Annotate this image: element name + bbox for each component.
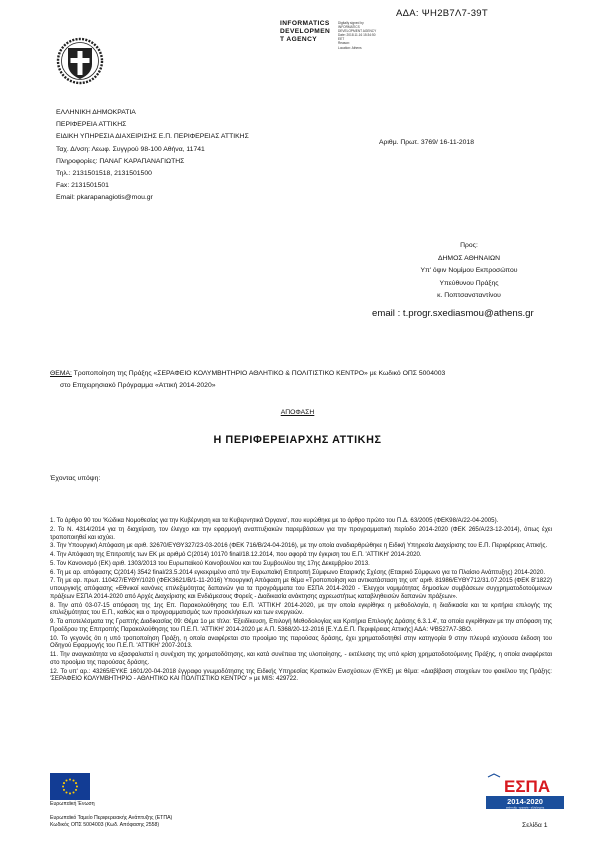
page-number: Σελίδα 1: [522, 822, 548, 829]
ada-code: ΑΔΑ: ΨΗ2Β7Λ7-39Τ: [396, 8, 488, 19]
having-in-mind: Έχοντας υπόψη:: [50, 475, 101, 482]
eu-flag-icon: [50, 773, 90, 800]
subject-label: ΘΕΜΑ:: [50, 370, 72, 377]
recipients-label: Προς:: [460, 242, 478, 249]
recipient-line: Υπ' όψιν Νομίμου Εκπροσώπου: [420, 267, 518, 275]
subject-block: [50, 368, 550, 392]
recipient-line: ΔΗΜΟΣ ΑΘΗΝΑΙΩΝ: [437, 254, 501, 262]
espa-logo-icon: [486, 773, 564, 809]
list-item: 2. Το Ν. 4314/2014 για τη διαχείριση, τον έλεγχο και την εφαρμογή αναπτυξιακών παρεμβάσεων για την προγραμματική περίοδο 2014-2020 (ΦΕΚ 265/Α/23-12-2014), όπως έχει τροποποιηθεί και ισχύει.: [50, 525, 552, 541]
sender-org-service: ΕΙΔΙΚΗ ΥΠΗΡΕΣΙΑ ΔΙΑΧΕΙΡΙΣΗΣ Ε.Π. ΠΕΡΙΦΕΡΕΙΑΣ ΑΤΤΙΚΗΣ: [56, 133, 249, 141]
list-item: 11. Την αναγκαιότητα να εξασφαλιστεί η συνέχιση της χρηματοδότησης, και κατά συνέπεια της υλοποίησης, - εκτέλεσης της υπό κρίση χρηματοδοτούμενης Πράξης, η οποία αναφέρεται στο προοίμιο της παρούσας δράσης.: [50, 651, 552, 666]
list-item: 1. Το άρθρο 90 του 'Κώδικα Νομοθεσίας για την Κυβέρνηση και τα Κυβερνητικά Όργανα', που κυρώθηκε με το άρθρο πρώτο του Π.Δ. 63/2005 (ΦΕΚ98/Α/22-04-2005).: [50, 517, 499, 524]
sender-phone: Τηλ.: 2131501518, 2131501500: [56, 170, 152, 178]
greek-emblem-icon: [55, 36, 105, 86]
subject-text: Τροποποίηση της Πράξης «ΣΕΡΑΦΕΙΟ ΚΟΛΥΜΒΗΤΗΡΙΟ ΑΘΛΗΤΙΚΟ & ΠΟΛΙΤΙΣΤΙΚΟ ΚΕΝΤΡΟ» με Κωδικό ΟΠΣ 5004003: [71, 370, 446, 377]
list-item: 10. Το γεγονός ότι η υπό τροποποίηση Πράξη, η οποία αναφέρεται στο προοίμιο της παρούσας δράσης, έχει χρηματοδοτηθεί στην κατηγορία 9 στην πλευρά ισχύουσα έκδοση του Οδηγού Εφαρμογής του Π.Ε.Π. 'ΑΤΤΙΚΗ' 2007-2013.: [50, 634, 552, 650]
list-item: 7. Τη με αρ. πρωτ. 110427/ΕΥΘΥ/1020 (ΦΕΚ3621/Β/1-11-2016) Υπουργική Απόφαση με θέμα «Τροποποίηση και αντικατάσταση της υπ' αριθ. 81986/ΕΥΘΥ712/31.07.2015 (ΦΕΚ Β'1822) υπουργικής απόφασης «Εθνικοί κανόνες επιλεξιμότητας δαπανών για τα προγράμματα του ΕΣΠΑ 2014-2020 - Έλεγχοι νομιμότητας δημοσίων συμβάσεων συγχρηματοδοτούμενων πράξεων ΕΣΠΑ 2014-2020 από Αρχές Διαχείρισης και Ενδιάμεσους Φορείς - Διαδικασία ανάκτησης αχρεωστήτως καταβληθεισών δαπανών πράξεων».: [50, 577, 552, 600]
signature-agency-name: INFORMATICS DEVELOPMEN T AGENCY: [280, 20, 331, 43]
digital-signature-details: Digitally signed by INFORMATICS DEVELOPMENT AGENCY Date: 2018.11.16 15:34:50 EET Reason: Location: Athens: [338, 21, 377, 50]
sender-address: Ταχ. Δ/νση: Λεωφ. Συγγρού 98-100 Αθήνα, 11741: [56, 145, 205, 153]
list-item: 5. Τον Κανονισμό (ΕΚ) αριθ. 1303/2013 του Ευρωπαϊκού Κοινοβουλίου και του Συμβουλίου της 17ης Δεκεμβρίου 2013.: [50, 559, 370, 567]
list-item: 4. Την Απόφαση της Επιτροπής των ΕΚ με αριθμό C(2014) 10170 final/18.12.2014, που αφορά την έγκριση του Ε.Π. 'ΑΤΤΙΚΗ' 2014-2020.: [50, 551, 422, 559]
espa-years: 2014-2020: [507, 797, 543, 806]
document-heading: Η ΠΕΡΙΦΕΡΕΙΑΡΧΗΣ ΑΤΤΙΚΗΣ: [213, 434, 382, 446]
sender-org-country: ΕΛΛΗΝΙΚΗ ΔΗΜΟΚΡΑΤΙΑ: [56, 109, 136, 116]
recipient-line: Υπεύθυνου Πράξης: [439, 279, 499, 287]
recipient-line: κ. Ποπτσανσταντίνου: [437, 292, 501, 300]
sender-org-region: ΠΕΡΙΦΕΡΕΙΑ ΑΤΤΙΚΗΣ: [56, 121, 127, 129]
sender-info: Πληροφορίες: ΠΑΝΑΓ ΚΑΡΑΠΑΝΑΓΙΩΤΗΣ: [56, 157, 185, 165]
sender-email: Email: pkarapanagiotis@mou.gr: [56, 194, 153, 202]
eu-label: Ευρωπαϊκή Ένωση: [50, 801, 95, 807]
subject-text-continued: στο Επιχειρησιακό Πρόγραμμα «Αττική 2014-2020»: [60, 382, 216, 390]
list-item: 12. Το υπ' αρ.: 43265/ΕΥΚΕ 1601/20-04-2018 έγγραφο γνωμοδότησης της Ειδικής Υπηρεσίας Κρατικών Ενισχύσεων (ΕΥΚΕ) με θέμα: «Διαβίβαση στοιχείων του φακέλου της Πράξης: 'ΣΕΡΑΦΕΙΟ ΚΟΛΥΜΒΗΤΗΡΙΟ - ΑΘΛΗΤΙΚΟ ΚΑΙ ΠΟΛΙΤΙΣΤΙΚΟ ΚΕΝΤΡΟ' » με MIS: 429722.: [50, 667, 552, 683]
list-item: 6. Τη με αρ. απόφασης C(2014) 3542 final/23.5.2014 εγκεκριμένο από την Ευρωπαϊκή Επιτροπή Σύμφωνο Εταιρικής Σχέσης (Εταιρικό Σύμφωνο για το Πλαίσιο Ανάπτυξης) 2014-2020.: [50, 568, 546, 576]
list-item: 3. Την Υπουργική Απόφαση με αριθ. 32670/ΕΥΘΥ327/23-03-2016 (ΦΕΚ 716/Β/24-04-2016), με την οποία αναδιαρθρώθηκε η Ειδική Υπηρεσία Διαχείρισης του Ε.Π. Περιφέρειας Αττικής.: [50, 542, 548, 550]
sender-block: [56, 107, 249, 205]
list-item: 9. Τα αποτελέσματα της Γραπτής Διαδικασίας 09: Θέμα 1ο με τίτλο: 'Εξειδίκευση, Επιλογή Μεθοδολογίας και Κριτήρια Επιλογής Δράσης 6.3.1.4', τα οποία εγκρίθηκαν με την απόφαση της Προέδρου της Επιτροπής Παρακολούθησης του Π.Ε.Π. 'ΑΤΤΙΚΗ' 2014-2020 με Α.Π. 5368/20-12-2016 [Ε.Υ.Δ.Ε.Π. Περιφέρειας Αττικής] ΑΔΑ: ΨΒ527Λ7-3ΒΟ.: [50, 618, 552, 633]
sender-fax: Fax: 2131501501: [56, 182, 109, 190]
espa-title: ΕΣΠΑ: [504, 777, 551, 796]
protocol-number: Αριθμ. Πρωτ. 3769/ 16-11-2018: [379, 139, 474, 146]
list-item: 8. Την από 03-07-15 απόφαση της 1ης Επ. Παρακολούθησης του Ε.Π. 'ΑΤΤΙΚΗ' 2014-2020, με την οποία εγκρίθηκε η μεθοδολογία, η διαδικασία και τα κριτήρια επιλογής της επιλεξιμότητας του Ε.Π., καθώς και ο προγραμματισμός των προσκλήσεων και των ενεργειών.: [50, 601, 552, 617]
espa-tagline: ανάπτυξη - εργασία - αλληλεγγύη: [505, 806, 545, 809]
fund-info: Ευρωπαϊκό Ταμείο Περιφερειακής Ανάπτυξης (ΕΤΠΑ) Κωδικός ΟΠΣ 5004003 (Κωδ. Απόφασης 2558): [50, 815, 173, 828]
recipients-block: [374, 240, 564, 303]
recipient-email: email : t.progr.sxediasmou@athens.gr: [372, 308, 534, 319]
decision-label: ΑΠΟΦΑΣΗ: [280, 409, 315, 416]
considerations-list: [50, 517, 552, 684]
